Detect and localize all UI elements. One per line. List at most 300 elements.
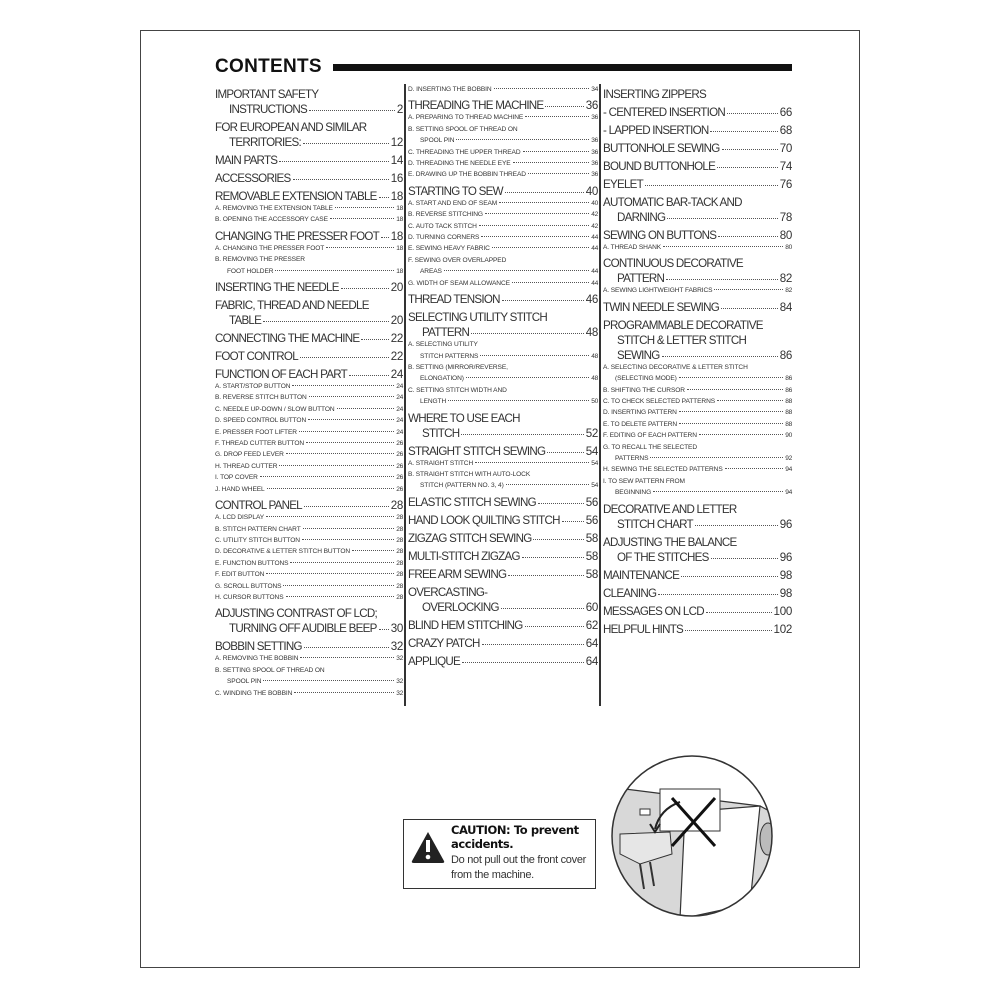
toc-entry-title: C. AUTO TACK STITCH [408,222,477,230]
toc-entry[interactable] [408,310,598,340]
dot-leader [290,562,394,563]
toc-subentry[interactable] [215,404,403,415]
toc-entry-title: A. THREAD SHANK [603,244,662,251]
toc-entry-line [408,158,598,169]
toc-page-number: 24 [396,428,403,436]
toc-entry-line [215,381,403,392]
toc-subentry[interactable] [408,84,598,95]
dot-leader [502,300,584,301]
toc-entry[interactable] [603,123,792,138]
dot-leader [523,151,590,152]
toc-subentry[interactable] [408,339,598,362]
dot-leader [379,197,389,198]
toc-entry-line [603,210,792,225]
toc-entry-line [408,169,598,180]
toc-entry[interactable] [408,411,598,441]
toc-page-number: 80 [779,229,792,242]
toc-entry-line [215,243,403,254]
toc-entry-line [408,184,598,199]
dot-leader [456,139,589,140]
toc-subentry[interactable] [215,392,403,403]
toc-entry-title: A. PREPARING TO THREAD MACHINE [408,114,524,122]
toc-subentry[interactable] [215,254,403,277]
toc-page-number: 74 [779,160,792,173]
toc-subentry[interactable] [603,442,792,465]
toc-entry-line [603,256,792,271]
toc-page-number: 44 [591,279,598,287]
toc-entry[interactable] [215,153,403,168]
toc-entry-title: B. SETTING (MIRROR/REVERSE, [408,363,508,371]
toc-entry-line [603,87,792,102]
toc-page-number: 36 [591,137,598,145]
dot-leader [650,457,783,458]
toc-page-number: 60 [585,600,598,614]
toc-subentry[interactable] [215,653,403,664]
toc-subentry[interactable] [603,285,792,296]
toc-entry-line [408,198,598,209]
toc-entry-line [603,385,792,396]
toc-page-number: 50 [591,398,598,406]
toc-entry-title: G. WIDTH OF SEAM ALLOWANCE [408,279,510,287]
toc-entry[interactable] [215,120,403,150]
toc-page-number: 20 [390,314,403,328]
toc-entry[interactable] [603,141,792,156]
toc-entry-title: B. REVERSE STITCH BUTTON [215,394,307,402]
toc-subentry[interactable] [215,546,403,557]
dot-leader [679,411,783,412]
toc-subentry[interactable] [215,427,403,438]
dot-leader [279,161,388,162]
toc-entry-title: WHERE TO USE EACH [408,411,520,425]
toc-page-number: 44 [591,268,598,276]
toc-entry-line [408,135,598,146]
dot-leader [349,375,389,376]
toc-entry[interactable] [408,513,598,528]
toc-entry[interactable] [215,639,403,654]
toc-entry-line [408,124,598,135]
dot-leader [337,408,395,409]
toc-entry[interactable] [215,606,403,636]
toc-entry-line [215,266,403,277]
toc-column-3 [603,84,792,637]
toc-entry-title: A. SEWING LIGHTWEIGHT FABRICS [603,287,713,295]
toc-entry-line [215,102,403,117]
toc-subentry[interactable] [408,147,598,158]
toc-subentry[interactable] [215,484,403,495]
toc-entry-line [408,411,598,426]
column-divider [404,84,406,706]
toc-page-number: 20 [390,281,403,295]
toc-page-number: 96 [779,550,792,564]
toc-page-number: 76 [779,178,792,191]
toc-entry-title: G. TO RECALL THE SELECTED [603,443,697,451]
toc-entry[interactable] [215,298,403,328]
toc-entry-title: A. START/STOP BUTTON [215,383,291,391]
dot-leader [699,434,783,435]
toc-entry-line [215,688,403,699]
toc-entry-title: H. CURSOR BUTTONS [215,593,284,601]
toc-page-number: 28 [396,536,403,544]
toc-subentry[interactable] [603,385,792,396]
toc-entry-title: C. THREADING THE UPPER THREAD [408,148,521,156]
toc-subentry[interactable] [215,415,403,426]
toc-entry[interactable] [408,531,598,546]
toc-page-number: 44 [591,245,598,253]
toc-entry-line [408,385,598,396]
toc-entry[interactable] [408,549,598,564]
toc-entry-title: SEWING [617,348,660,362]
toc-page-number: 26 [396,440,403,448]
toc-subentry[interactable] [215,524,403,535]
dot-leader [294,692,394,693]
toc-entry-title: INSERTING THE NEEDLE [215,281,339,295]
toc-page-number: 94 [785,466,792,474]
toc-entry-title: SEWING ON BUTTONS [603,229,717,242]
toc-entry[interactable] [408,654,598,669]
toc-page-number: 70 [779,142,792,155]
toc-entry-title: B. REVERSE STITCHING [408,211,483,219]
toc-page-number: 44 [591,234,598,242]
toc-entry-title: TURNING OFF AUDIBLE BEEP [229,622,377,636]
toc-subentry[interactable] [408,385,598,408]
toc-subentry[interactable] [215,381,403,392]
toc-entry-line [215,120,403,135]
toc-entry-title: STITCH PATTERNS [420,352,479,360]
toc-entry-line [603,517,792,532]
dot-leader [725,468,784,469]
toc-entry-title: HELPFUL HINTS [603,622,684,636]
toc-subentry[interactable] [408,469,598,492]
toc-subentry[interactable] [215,665,403,688]
toc-entry-line [603,300,792,315]
toc-entry[interactable] [215,367,403,382]
dot-leader [481,236,589,237]
toc-entry-title: I. TOP COVER [215,474,258,482]
toc-entry-title: B. SHIFTING THE CURSOR [603,386,685,394]
dot-leader [302,539,394,540]
dot-leader [466,377,589,378]
toc-entry-title: B. OPENING THE ACCESSORY CASE [215,216,328,224]
dot-leader [306,442,394,443]
toc-entry-line [215,280,403,295]
toc-entry-line [603,464,792,475]
toc-page-number: 18 [396,267,403,275]
toc-entry-title: HAND LOOK QUILTING STITCH [408,513,560,527]
toc-subentry[interactable] [408,124,598,147]
toc-page-number: 28 [396,559,403,567]
toc-entry[interactable] [215,229,403,244]
toc-subentry[interactable] [603,362,792,385]
toc-entry[interactable] [603,105,792,120]
toc-entry-title: FABRIC, THREAD AND NEEDLE [215,299,369,313]
toc-entry[interactable] [408,98,598,113]
toc-entry-line [603,333,792,348]
toc-subentry[interactable] [215,472,403,483]
toc-page-number: 28 [396,582,403,590]
toc-page-number: 82 [785,287,792,295]
toc-entry-line [215,415,403,426]
toc-entry-line [603,396,792,407]
toc-entry-title: BOBBIN SETTING [215,640,302,654]
toc-entry-line [215,512,403,523]
toc-entry[interactable] [215,280,403,295]
toc-entry[interactable] [408,567,598,582]
toc-entry[interactable] [603,622,792,637]
toc-subentry[interactable] [408,158,598,169]
toc-entry[interactable] [603,159,792,174]
dot-leader [309,396,395,397]
toc-entry[interactable] [603,256,792,286]
toc-entry-title: E. TO DELETE PATTERN [603,420,678,428]
dot-leader [506,484,590,485]
toc-entry[interactable] [603,568,792,583]
toc-entry[interactable] [215,171,403,186]
toc-subentry[interactable] [603,476,792,499]
toc-page-number: 64 [585,654,598,668]
toc-page-number: 54 [591,459,598,467]
toc-entry-line [408,654,598,669]
toc-entry-line [215,621,403,636]
toc-entry-title: A. REMOVING THE EXTENSION TABLE [215,205,333,212]
dot-leader [304,647,389,648]
toc-page-number: 102 [773,622,792,636]
toc-entry-title: J. HAND WHEEL [215,485,265,493]
dot-leader [335,207,394,208]
toc-entry-line [215,298,403,313]
toc-page-number: 52 [585,426,598,440]
dot-leader [492,247,589,248]
toc-page-number: 28 [396,548,403,556]
dot-leader [303,528,395,529]
dot-leader [508,575,583,576]
toc-entry[interactable] [603,604,792,619]
toc-subentry[interactable] [215,203,403,214]
toc-page-number: 16 [390,172,403,185]
toc-entry-title: INSERTING ZIPPERS [603,88,706,101]
toc-subentry[interactable] [408,278,598,289]
toc-subentry[interactable] [215,592,403,603]
toc-entry[interactable] [408,184,598,199]
toc-entry[interactable] [408,636,598,651]
toc-entry[interactable] [603,228,792,243]
dot-leader [275,270,394,271]
toc-entry[interactable] [603,586,792,601]
toc-entry-line [215,535,403,546]
toc-entry-title: BLIND HEM STITCHING [408,618,523,632]
dot-leader [304,506,389,507]
toc-entry[interactable] [215,331,403,346]
toc-subentry[interactable] [215,461,403,472]
toc-entry[interactable] [408,495,598,510]
dot-leader [471,333,584,334]
toc-subentry[interactable] [603,242,792,253]
toc-entry[interactable] [408,585,598,615]
toc-subentry[interactable] [408,209,598,220]
dot-leader [293,179,389,180]
dot-leader [695,525,778,526]
toc-entry-title: D. INSERTING THE BOBBIN [408,86,492,93]
toc-subentry[interactable] [603,407,792,418]
toc-entry-line [215,189,403,204]
caution-heading: CAUTION: To prevent accidents. [451,823,579,851]
toc-entry-line [603,242,792,253]
toc-subentry[interactable] [408,362,598,385]
dot-leader [448,400,589,401]
toc-entry-title: OVERLOCKING [422,600,499,614]
toc-entry-title: CLEANING [603,586,657,600]
toc-page-number: 88 [785,420,792,428]
toc-subentry[interactable] [215,581,403,592]
dot-leader [679,377,783,378]
toc-entry-line [408,444,598,459]
toc-entry-line [408,221,598,232]
toc-entry-line [408,469,598,480]
toc-entry-title: D. THREADING THE NEEDLE EYE [408,160,511,168]
dot-leader [505,192,584,193]
dot-leader [300,657,394,658]
toc-entry-line [215,581,403,592]
toc-entry[interactable] [408,292,598,307]
toc-subentry[interactable] [408,221,598,232]
dot-leader [266,573,394,574]
toc-page-number: 68 [779,124,792,137]
toc-column-2 [408,84,598,669]
toc-entry-line [603,550,792,565]
toc-subentry[interactable] [408,255,598,278]
toc-entry-line [603,535,792,550]
toc-subentry[interactable] [408,458,598,469]
toc-entry-line [408,351,598,362]
toc-subentry[interactable] [408,232,598,243]
toc-subentry[interactable] [603,396,792,407]
toc-entry-line [603,195,792,210]
toc-entry-line [603,141,792,156]
toc-entry-title: CONTINUOUS DECORATIVE [603,257,743,271]
dot-leader [292,385,394,386]
toc-page-number: 90 [785,432,792,440]
toc-entry[interactable] [603,318,792,363]
toc-subentry[interactable] [215,512,403,523]
toc-entry-line [603,586,792,601]
toc-subentry[interactable] [215,688,403,699]
toc-entry[interactable] [603,87,792,102]
toc-entry-line [408,243,598,254]
toc-entry-line [408,98,598,113]
toc-subentry[interactable] [603,464,792,475]
toc-subentry[interactable] [215,558,403,569]
toc-entry[interactable] [215,189,403,204]
dot-leader [286,453,394,454]
toc-entry-title: H. SEWING THE SELECTED PATTERNS [603,466,723,474]
toc-entry-title: IMPORTANT SAFETY [215,88,319,101]
toc-subentry[interactable] [215,438,403,449]
toc-entry-title: E. FUNCTION BUTTONS [215,559,289,567]
toc-column-1 [215,84,403,699]
toc-page-number: 12 [390,136,403,149]
toc-entry-title: H. THREAD CUTTER [215,462,278,470]
toc-entry-line [215,313,403,328]
toc-entry-title: A. STRAIGHT STITCH [408,459,474,467]
toc-entry-line [603,604,792,619]
toc-page-number: 58 [585,531,598,545]
toc-subentry[interactable] [215,535,403,546]
toc-subentry[interactable] [215,569,403,580]
toc-entry-line [408,209,598,220]
toc-entry-line [408,396,598,407]
toc-entry-line [215,484,403,495]
toc-subentry[interactable] [603,419,792,430]
toc-entry-line [408,373,598,384]
dot-leader [352,550,394,551]
toc-entry[interactable] [408,444,598,459]
toc-subentry[interactable] [408,198,598,209]
toc-entry-title: ACCESSORIES [215,172,291,185]
toc-entry[interactable] [215,87,403,117]
toc-entry-title: OVERCASTING- [408,585,488,599]
dot-leader [279,465,394,466]
toc-entry-line [603,123,792,138]
toc-entry-title: I. TO SEW PATTERN FROM [603,477,685,485]
dot-leader [663,246,783,247]
toc-entry-line [215,472,403,483]
toc-entry-line [603,476,792,487]
dot-leader [501,608,584,609]
toc-entry-title: F. EDITING OF EACH PATTERN [603,432,697,440]
toc-page-number: 88 [785,398,792,406]
toc-entry[interactable] [408,618,598,633]
toc-page-number: 36 [591,148,598,156]
toc-page-number: 28 [390,499,403,513]
toc-subentry[interactable] [603,430,792,441]
toc-page-number: 24 [396,417,403,425]
toc-entry[interactable] [603,195,792,225]
toc-entry[interactable] [603,535,792,565]
toc-entry-title: A. LCD DISPLAY [215,514,265,522]
toc-entry-title: MAINTENANCE [603,568,680,582]
toc-subentry[interactable] [408,169,598,180]
toc-entry-line [408,585,598,600]
toc-entry-title: F. SEWING OVER OVERLAPPED [408,256,507,264]
toc-entry-title: B. STRAIGHT STITCH WITH AUTO-LOCK [408,470,531,478]
toc-entry-title: PROGRAMMABLE DECORATIVE [603,318,763,332]
toc-entry[interactable] [603,177,792,192]
toc-entry[interactable] [603,502,792,532]
toc-page-number: 64 [585,636,598,650]
dot-leader [444,270,589,271]
toc-subentry[interactable] [408,112,598,123]
toc-subentry[interactable] [215,449,403,460]
toc-page-number: 46 [585,293,598,307]
toc-entry-title: B. SETTING SPOOL OF THREAD ON [215,666,325,674]
toc-page-number: 88 [785,409,792,417]
toc-page-number: 48 [591,352,598,360]
toc-entry-line [603,407,792,418]
dot-leader [679,423,783,424]
toc-page-number: 18 [396,244,403,252]
toc-subentry[interactable] [215,214,403,225]
toc-entry-title: AUTOMATIC BAR-TACK AND [603,196,742,209]
toc-subentry[interactable] [215,243,403,254]
toc-subentry[interactable] [408,243,598,254]
toc-entry[interactable] [215,498,403,513]
toc-entry-line [603,442,792,453]
toc-entry[interactable] [603,300,792,315]
toc-entry[interactable] [215,349,403,364]
toc-entry-line [408,147,598,158]
dot-leader [300,357,389,358]
dot-leader [658,594,777,595]
toc-page-number: 36 [591,114,598,122]
